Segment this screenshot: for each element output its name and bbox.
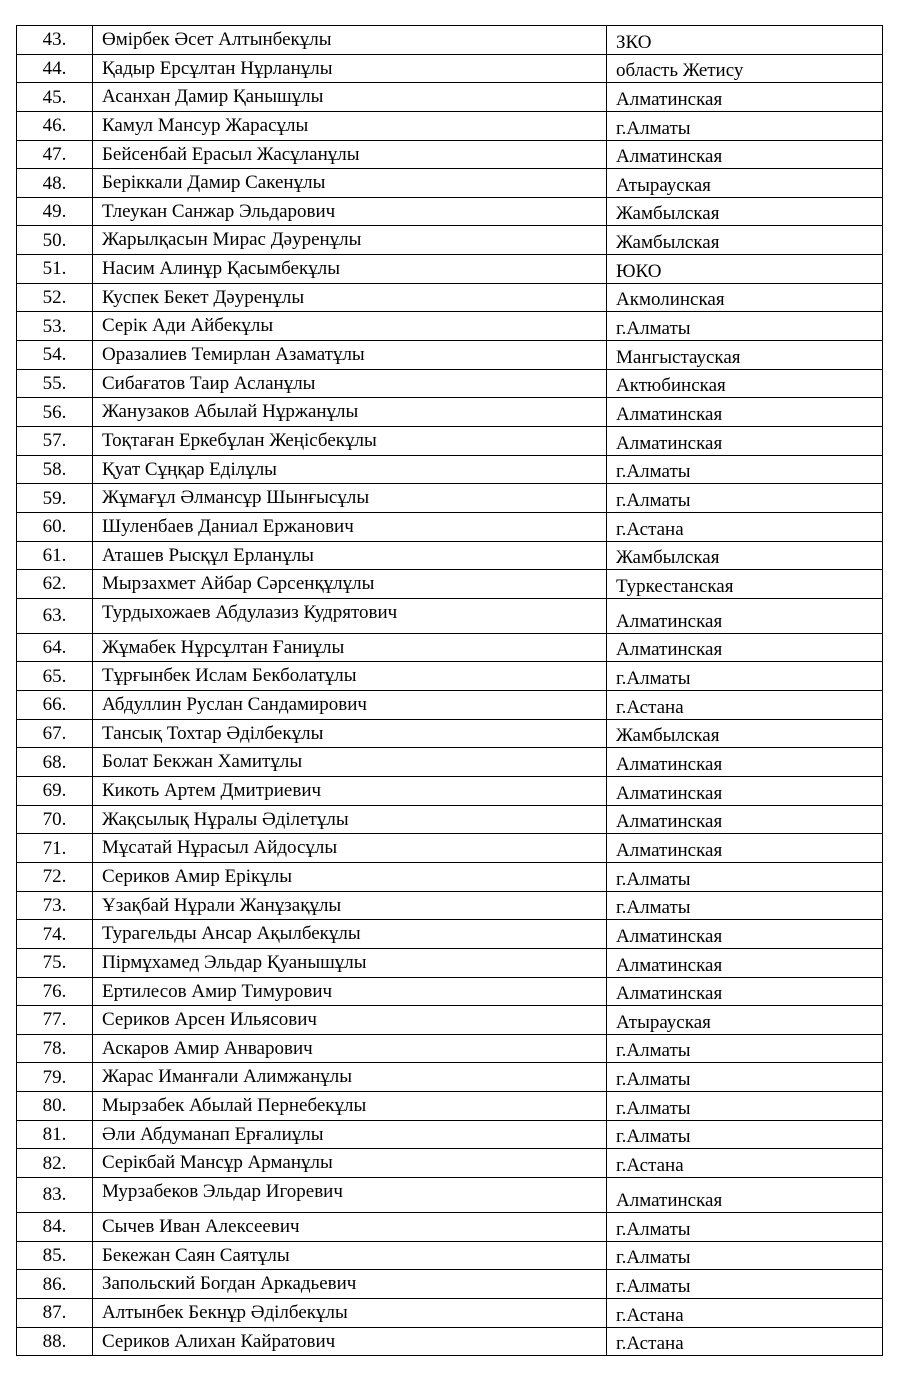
region-cell: г.Алматы (607, 862, 883, 891)
table-row (17, 948, 883, 977)
region-cell: Жамбылская (607, 226, 883, 255)
table-row (17, 1120, 883, 1149)
table-row (17, 226, 883, 255)
region-cell: область Жетису (607, 54, 883, 83)
row-number-cell: 83. (17, 1177, 93, 1212)
row-number-cell: 75. (17, 948, 93, 977)
table-row (17, 512, 883, 541)
row-number-cell: 88. (17, 1327, 93, 1356)
row-number-cell: 69. (17, 777, 93, 806)
table-row (17, 805, 883, 834)
table-row (17, 83, 883, 112)
row-number-cell: 54. (17, 341, 93, 370)
full-name-cell: Турдыхожаев Абдулазиз Кудрятович (93, 598, 607, 633)
region-cell: Алматинская (607, 398, 883, 427)
region-cell: Жамбылская (607, 197, 883, 226)
region-cell: ЗКО (607, 26, 883, 55)
row-number-cell: 59. (17, 484, 93, 513)
table-row (17, 1063, 883, 1092)
row-number-cell: 66. (17, 691, 93, 720)
row-number-cell: 81. (17, 1120, 93, 1149)
region-cell: г.Алматы (607, 312, 883, 341)
region-cell: г.Алматы (607, 1063, 883, 1092)
region-cell: г.Алматы (607, 111, 883, 140)
region-cell: Жамбылская (607, 541, 883, 570)
row-number-cell: 85. (17, 1241, 93, 1270)
row-number-cell: 43. (17, 26, 93, 55)
table-row (17, 541, 883, 570)
table-row (17, 633, 883, 662)
table-row (17, 1034, 883, 1063)
region-cell: Туркестанская (607, 570, 883, 599)
region-cell: Алматинская (607, 426, 883, 455)
full-name-cell: Жұмағұл Әлмансұр Шынғысұлы (93, 484, 607, 513)
full-name-cell: Жарас Иманғали Алимжанұлы (93, 1063, 607, 1092)
row-number-cell: 74. (17, 920, 93, 949)
full-name-cell: Запольский Богдан Аркадьевич (93, 1270, 607, 1299)
full-name-cell: Алтынбек Бекнұр Әділбекұлы (93, 1298, 607, 1327)
full-name-cell: Бейсенбай Ерасыл Жасұланұлы (93, 140, 607, 169)
region-cell: Актюбинская (607, 369, 883, 398)
full-name-cell: Пірмұхамед Эльдар Қуанышұлы (93, 948, 607, 977)
table-row (17, 426, 883, 455)
row-number-cell: 65. (17, 662, 93, 691)
row-number-cell: 87. (17, 1298, 93, 1327)
row-number-cell: 46. (17, 111, 93, 140)
full-name-cell: Тоқтаған Еркебұлан Жеңісбекұлы (93, 426, 607, 455)
row-number-cell: 44. (17, 54, 93, 83)
participants-table (16, 25, 883, 1356)
row-number-cell: 79. (17, 1063, 93, 1092)
full-name-cell: Аташев Рысқұл Ерланұлы (93, 541, 607, 570)
full-name-cell: Қадыр Ерсұлтан Нұрланұлы (93, 54, 607, 83)
region-cell: Алматинская (607, 1177, 883, 1212)
region-cell: ЮКО (607, 255, 883, 284)
row-number-cell: 84. (17, 1212, 93, 1241)
full-name-cell: Сычев Иван Алексеевич (93, 1212, 607, 1241)
table-row (17, 1270, 883, 1299)
row-number-cell: 52. (17, 283, 93, 312)
full-name-cell: Сериков Арсен Ильясович (93, 1006, 607, 1035)
full-name-cell: Қуат Сұңқар Еділұлы (93, 455, 607, 484)
full-name-cell: Тлеукан Санжар Эльдарович (93, 197, 607, 226)
table-row (17, 777, 883, 806)
region-cell: г.Астана (607, 1327, 883, 1356)
row-number-cell: 56. (17, 398, 93, 427)
full-name-cell: Мырзабек Абылай Пернебекұлы (93, 1092, 607, 1121)
full-name-cell: Жанузаков Абылай Нұржанұлы (93, 398, 607, 427)
row-number-cell: 55. (17, 369, 93, 398)
full-name-cell: Жұмабек Нұрсұлтан Ғаниұлы (93, 633, 607, 662)
region-cell: Алматинская (607, 83, 883, 112)
region-cell: Алматинская (607, 805, 883, 834)
region-cell: Алматинская (607, 777, 883, 806)
region-cell: Алматинская (607, 920, 883, 949)
full-name-cell: Серік Ади Айбекұлы (93, 312, 607, 341)
region-cell: г.Астана (607, 691, 883, 720)
table-row (17, 341, 883, 370)
table-row (17, 1298, 883, 1327)
table-row (17, 977, 883, 1006)
region-cell: Алматинская (607, 834, 883, 863)
table-row (17, 891, 883, 920)
table-row (17, 662, 883, 691)
full-name-cell: Турагельды Ансар Ақылбекұлы (93, 920, 607, 949)
full-name-cell: Оразалиев Темирлан Азаматұлы (93, 341, 607, 370)
table-row (17, 862, 883, 891)
full-name-cell: Беріккали Дамир Сакенұлы (93, 169, 607, 198)
row-number-cell: 82. (17, 1149, 93, 1178)
row-number-cell: 71. (17, 834, 93, 863)
row-number-cell: 51. (17, 255, 93, 284)
region-cell: г.Астана (607, 1298, 883, 1327)
table-row (17, 598, 883, 633)
table-row (17, 455, 883, 484)
full-name-cell: Насим Алинұр Қасымбекұлы (93, 255, 607, 284)
table-row (17, 719, 883, 748)
region-cell: Мангыстауская (607, 341, 883, 370)
table-row (17, 748, 883, 777)
full-name-cell: Әли Абдуманап Ерғалиұлы (93, 1120, 607, 1149)
region-cell: г.Алматы (607, 1092, 883, 1121)
full-name-cell: Мұсатай Нұрасыл Айдосұлы (93, 834, 607, 863)
full-name-cell: Асанхан Дамир Қанышұлы (93, 83, 607, 112)
full-name-cell: Өмірбек Әсет Алтынбекұлы (93, 26, 607, 55)
full-name-cell: Куспек Бекет Дәуренұлы (93, 283, 607, 312)
participants-table-body (17, 26, 883, 1356)
table-row (17, 570, 883, 599)
full-name-cell: Серікбай Мансұр Арманұлы (93, 1149, 607, 1178)
table-row (17, 484, 883, 513)
row-number-cell: 48. (17, 169, 93, 198)
full-name-cell: Болат Бекжан Хамитұлы (93, 748, 607, 777)
table-row (17, 255, 883, 284)
table-row (17, 54, 883, 83)
row-number-cell: 73. (17, 891, 93, 920)
table-row (17, 140, 883, 169)
table-row (17, 398, 883, 427)
table-row (17, 169, 883, 198)
row-number-cell: 58. (17, 455, 93, 484)
row-number-cell: 53. (17, 312, 93, 341)
full-name-cell: Сибағатов Таир Асланұлы (93, 369, 607, 398)
row-number-cell: 86. (17, 1270, 93, 1299)
table-row (17, 312, 883, 341)
table-row (17, 1241, 883, 1270)
full-name-cell: Мурзабеков Эльдар Игоревич (93, 1177, 607, 1212)
full-name-cell: Жарылқасын Мирас Дәуренұлы (93, 226, 607, 255)
region-cell: Алматинская (607, 598, 883, 633)
row-number-cell: 49. (17, 197, 93, 226)
full-name-cell: Кикоть Артем Дмитриевич (93, 777, 607, 806)
table-row (17, 920, 883, 949)
row-number-cell: 67. (17, 719, 93, 748)
table-row (17, 197, 883, 226)
full-name-cell: Камул Мансур Жарасұлы (93, 111, 607, 140)
row-number-cell: 50. (17, 226, 93, 255)
region-cell: Жамбылская (607, 719, 883, 748)
table-row (17, 1327, 883, 1356)
row-number-cell: 64. (17, 633, 93, 662)
row-number-cell: 72. (17, 862, 93, 891)
row-number-cell: 45. (17, 83, 93, 112)
region-cell: г.Алматы (607, 1241, 883, 1270)
row-number-cell: 63. (17, 598, 93, 633)
table-row (17, 834, 883, 863)
row-number-cell: 80. (17, 1092, 93, 1121)
table-row (17, 1177, 883, 1212)
region-cell: г.Алматы (607, 891, 883, 920)
table-row (17, 691, 883, 720)
full-name-cell: Сериков Амир Ерікұлы (93, 862, 607, 891)
full-name-cell: Шуленбаев Даниал Ержанович (93, 512, 607, 541)
full-name-cell: Тансық Тохтар Әділбекұлы (93, 719, 607, 748)
full-name-cell: Ертилесов Амир Тимурович (93, 977, 607, 1006)
row-number-cell: 68. (17, 748, 93, 777)
table-row (17, 369, 883, 398)
region-cell: г.Астана (607, 1149, 883, 1178)
row-number-cell: 61. (17, 541, 93, 570)
table-row (17, 1092, 883, 1121)
row-number-cell: 60. (17, 512, 93, 541)
region-cell: Атырауская (607, 1006, 883, 1035)
full-name-cell: Ұзақбай Нұрали Жанұзақұлы (93, 891, 607, 920)
region-cell: Атырауская (607, 169, 883, 198)
table-row (17, 1212, 883, 1241)
table-row (17, 283, 883, 312)
region-cell: Алматинская (607, 948, 883, 977)
region-cell: г.Алматы (607, 1212, 883, 1241)
full-name-cell: Тұрғынбек Ислам Бекболатұлы (93, 662, 607, 691)
row-number-cell: 62. (17, 570, 93, 599)
region-cell: г.Алматы (607, 1034, 883, 1063)
row-number-cell: 76. (17, 977, 93, 1006)
full-name-cell: Бекежан Саян Саятұлы (93, 1241, 607, 1270)
table-row (17, 111, 883, 140)
row-number-cell: 57. (17, 426, 93, 455)
table-row (17, 26, 883, 55)
full-name-cell: Жақсылық Нұралы Әділетұлы (93, 805, 607, 834)
region-cell: г.Астана (607, 512, 883, 541)
table-row (17, 1149, 883, 1178)
region-cell: Алматинская (607, 977, 883, 1006)
region-cell: г.Алматы (607, 1120, 883, 1149)
region-cell: г.Алматы (607, 455, 883, 484)
row-number-cell: 78. (17, 1034, 93, 1063)
region-cell: Алматинская (607, 140, 883, 169)
region-cell: г.Алматы (607, 662, 883, 691)
table-row (17, 1006, 883, 1035)
region-cell: Алматинская (607, 633, 883, 662)
full-name-cell: Аскаров Амир Анварович (93, 1034, 607, 1063)
region-cell: г.Алматы (607, 1270, 883, 1299)
full-name-cell: Абдуллин Руслан Сандамирович (93, 691, 607, 720)
row-number-cell: 77. (17, 1006, 93, 1035)
region-cell: Алматинская (607, 748, 883, 777)
full-name-cell: Мырзахмет Айбар Сәрсенқұлұлы (93, 570, 607, 599)
full-name-cell: Сериков Алихан Кайратович (93, 1327, 607, 1356)
region-cell: Акмолинская (607, 283, 883, 312)
region-cell: г.Алматы (607, 484, 883, 513)
row-number-cell: 47. (17, 140, 93, 169)
row-number-cell: 70. (17, 805, 93, 834)
